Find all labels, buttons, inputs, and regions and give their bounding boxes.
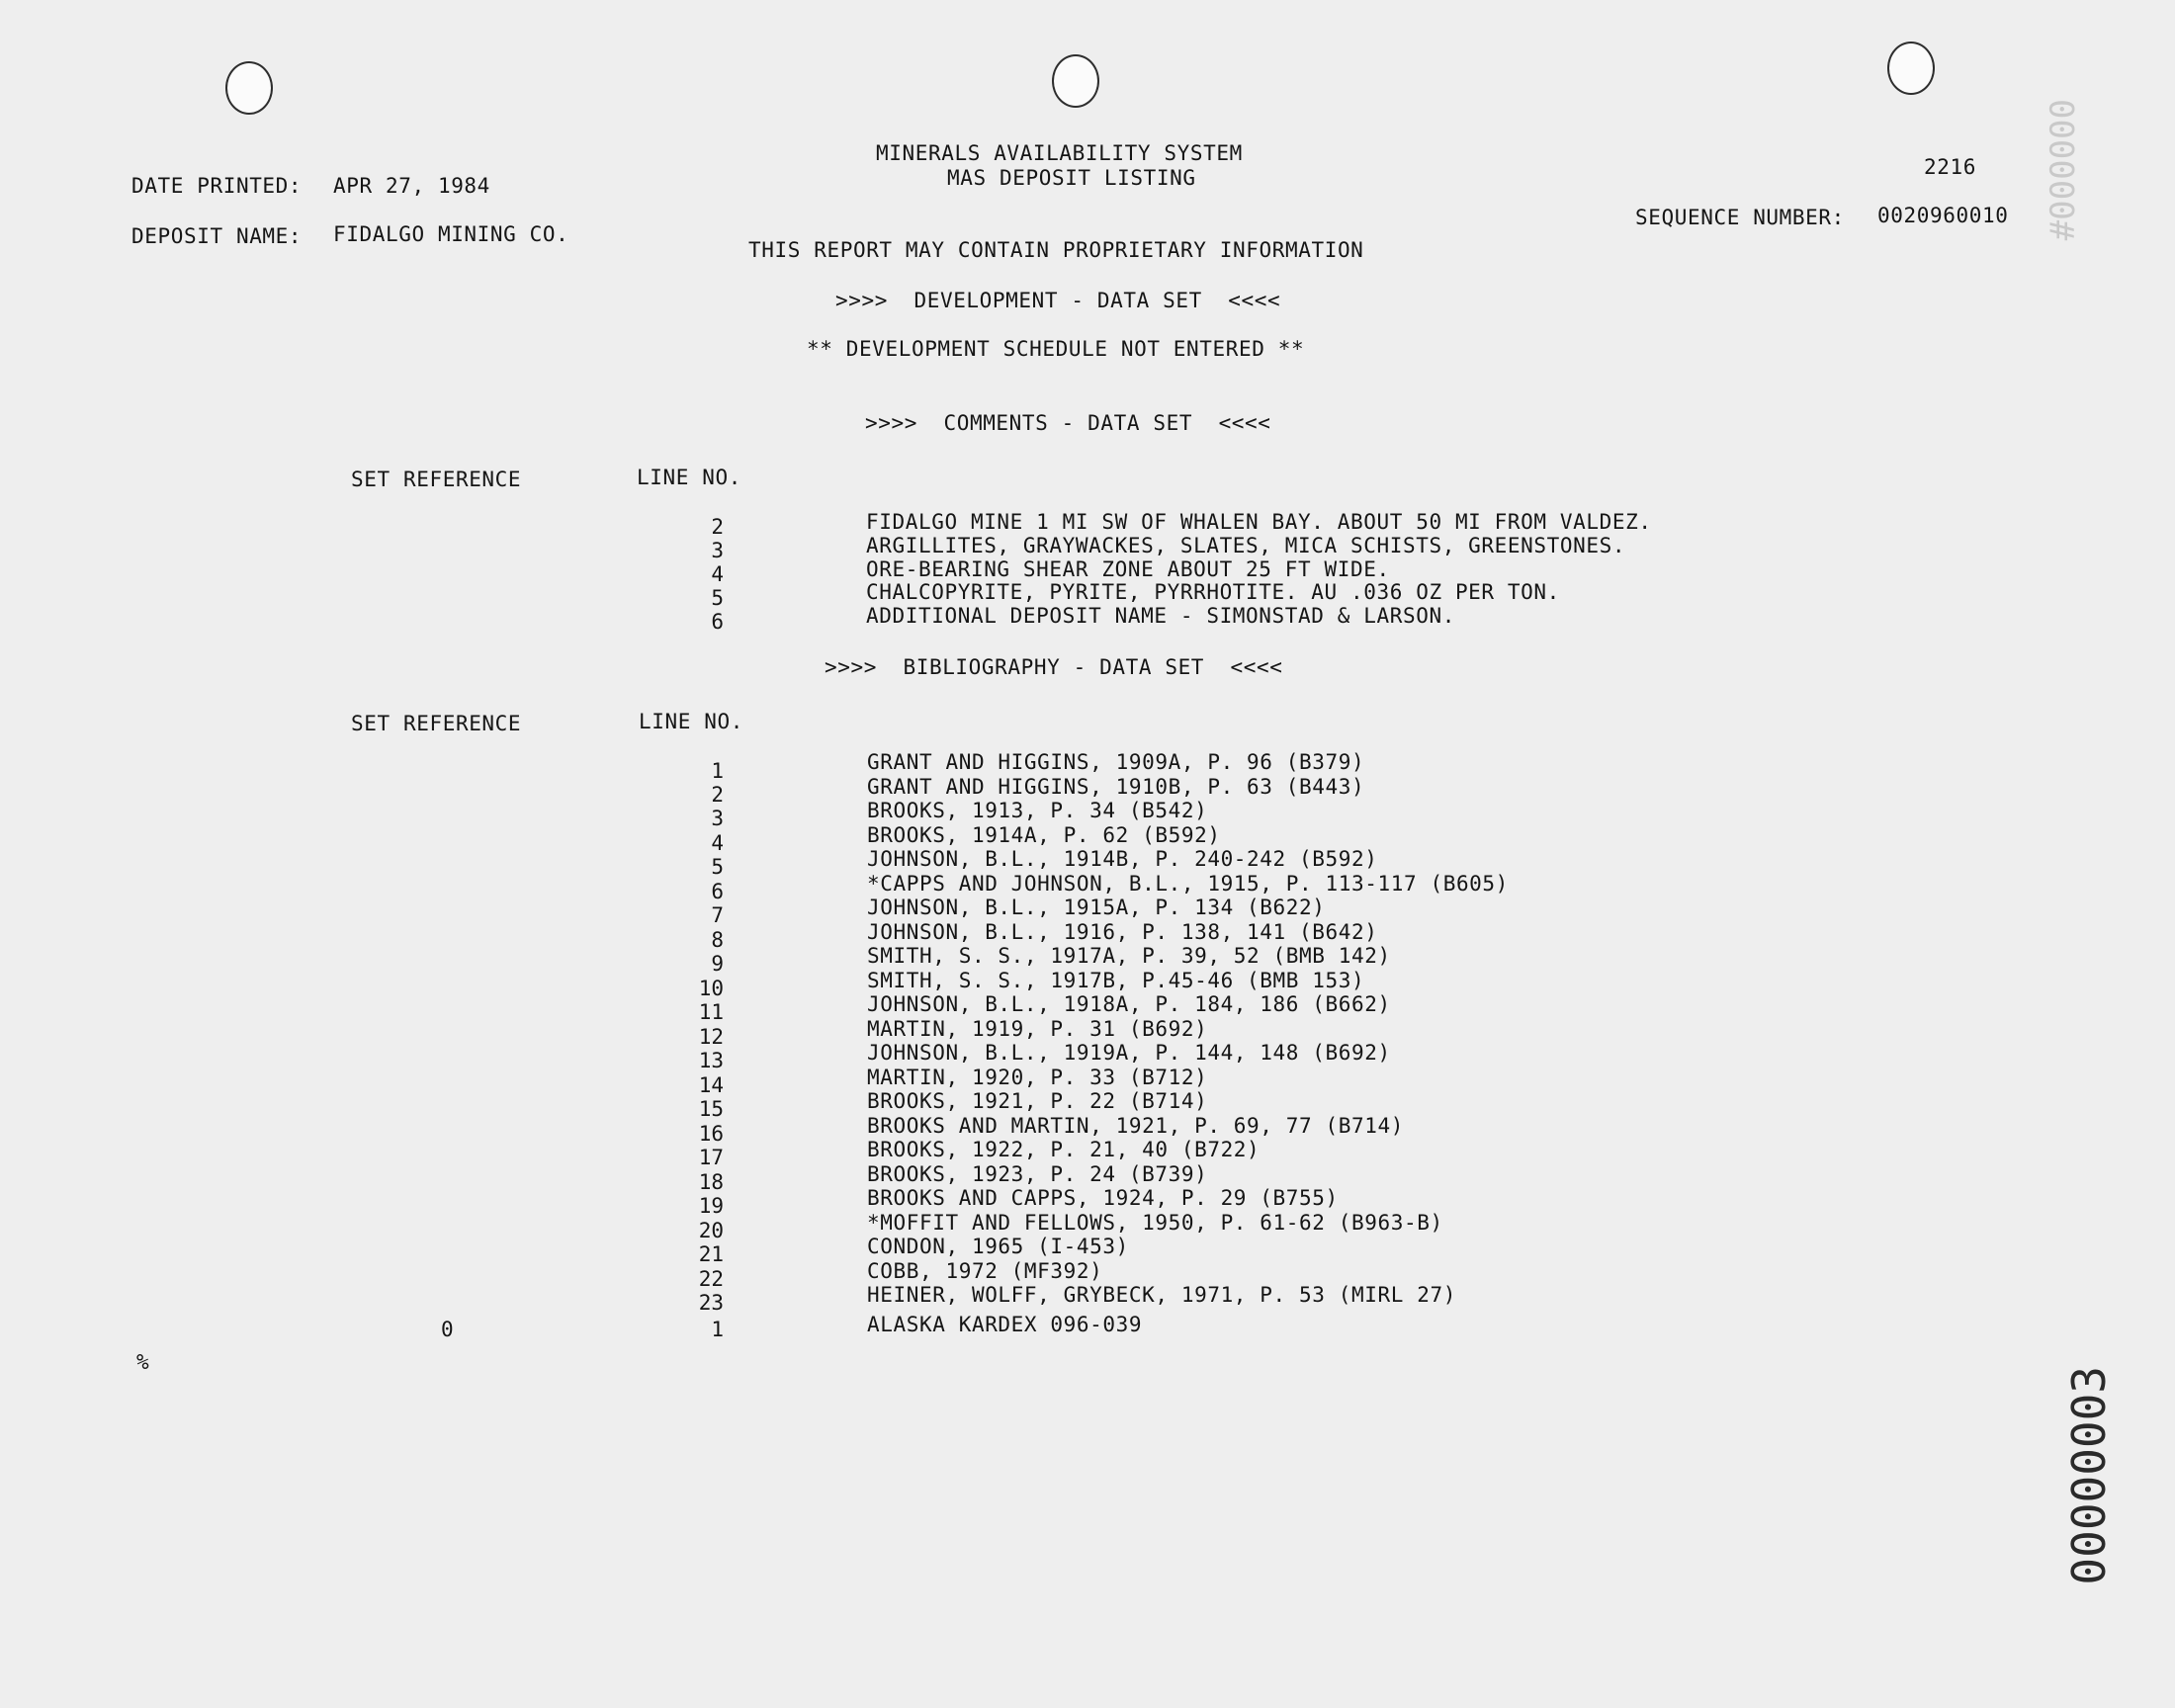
bibliography-entry: COBB, 1972 (MF392) [867, 1259, 1103, 1283]
bibliography-entry: *CAPPS AND JOHNSON, B.L., 1915, P. 113-117 (B605) [867, 872, 1509, 896]
line-number: 1 [711, 1318, 724, 1341]
line-number: 15 [698, 1097, 724, 1121]
bibliography-col-line-no: LINE NO. [639, 710, 743, 733]
line-number: 18 [698, 1170, 724, 1194]
bibliography-entry: BROOKS, 1922, P. 21, 40 (B722) [867, 1138, 1261, 1161]
bibliography-entry: CONDON, 1965 (I-453) [867, 1235, 1129, 1258]
line-number: 12 [698, 1025, 724, 1049]
frame-number-stamp: 00000003 [2062, 1366, 2116, 1585]
bibliography-entry: MARTIN, 1920, P. 33 (B712) [867, 1066, 1208, 1089]
punch-hole-right [1887, 42, 1935, 95]
bibliography-entry: HEINER, WOLFF, GRYBECK, 1971, P. 53 (MIRL 27) [867, 1283, 1456, 1307]
line-number: 1 [711, 759, 724, 783]
line-number: 19 [698, 1194, 724, 1218]
system-title: MINERALS AVAILABILITY SYSTEM [876, 141, 1243, 165]
punch-hole-left [225, 61, 273, 115]
sequence-label: SEQUENCE NUMBER: [1635, 206, 1845, 229]
bibliography-entry: SMITH, S. S., 1917B, P.45-46 (BMB 153) [867, 969, 1365, 992]
bibliography-entry: JOHNSON, B.L., 1914B, P. 240-242 (B592) [867, 847, 1378, 871]
sequence-value: 0020960010 [1877, 204, 2009, 227]
line-number: 21 [698, 1242, 724, 1266]
deposit-name-label: DEPOSIT NAME: [131, 224, 303, 248]
set-reference: 0 [441, 1318, 455, 1341]
comment-text: ARGILLITES, GRAYWACKES, SLATES, MICA SCHISTS, GREENSTONES. [866, 534, 1626, 557]
bibliography-entry: BROOKS AND MARTIN, 1921, P. 69, 77 (B714) [867, 1114, 1404, 1138]
line-number: 5 [711, 586, 724, 610]
line-number: 16 [698, 1122, 724, 1146]
comment-text: CHALCOPYRITE, PYRITE, PYRRHOTITE. AU .036 OZ PER TON. [866, 580, 1560, 604]
faint-edge-stamp: #000000 [2044, 99, 2083, 241]
bibliography-entry: GRANT AND HIGGINS, 1909A, P. 96 (B379) [867, 750, 1365, 774]
line-number: 14 [698, 1073, 724, 1097]
comment-text: FIDALGO MINE 1 MI SW OF WHALEN BAY. ABOUT 50 MI FROM VALDEZ. [866, 510, 1652, 534]
development-heading: >>>> DEVELOPMENT - DATA SET <<<< [835, 289, 1281, 312]
line-number: 17 [698, 1146, 724, 1169]
line-number: 9 [711, 952, 724, 976]
line-number: 7 [711, 903, 724, 927]
comment-text: ADDITIONAL DEPOSIT NAME - SIMONSTAD & LARSON. [866, 604, 1455, 628]
bibliography-entry: BROOKS, 1923, P. 24 (B739) [867, 1162, 1208, 1186]
line-number: 22 [698, 1267, 724, 1291]
line-number: 10 [698, 977, 724, 1000]
bibliography-entry: JOHNSON, B.L., 1919A, P. 144, 148 (B692) [867, 1041, 1391, 1065]
listing-title: MAS DEPOSIT LISTING [947, 166, 1196, 190]
development-note: ** DEVELOPMENT SCHEDULE NOT ENTERED ** [807, 337, 1305, 361]
bibliography-entry: BROOKS, 1913, P. 34 (B542) [867, 799, 1208, 822]
comment-text: ORE-BEARING SHEAR ZONE ABOUT 25 FT WIDE. [866, 557, 1390, 581]
line-number: 5 [711, 855, 724, 879]
line-number: 2 [711, 783, 724, 807]
line-number: 23 [698, 1291, 724, 1315]
bibliography-heading: >>>> BIBLIOGRAPHY - DATA SET <<<< [825, 655, 1283, 679]
line-number: 11 [698, 1000, 724, 1024]
line-number: 6 [711, 610, 724, 634]
line-number: 8 [711, 928, 724, 952]
comments-col-line-no: LINE NO. [637, 466, 741, 489]
line-number: 6 [711, 880, 724, 903]
line-number: 20 [698, 1219, 724, 1242]
bibliography-entry: GRANT AND HIGGINS, 1910B, P. 63 (B443) [867, 775, 1365, 799]
line-number: 4 [711, 562, 724, 586]
date-printed-value: APR 27, 1984 [333, 174, 490, 198]
punch-hole-center [1052, 54, 1099, 108]
comments-heading: >>>> COMMENTS - DATA SET <<<< [865, 411, 1271, 435]
line-number: 3 [711, 807, 724, 830]
percent-mark: % [136, 1350, 149, 1374]
bibliography-entry: JOHNSON, B.L., 1915A, P. 134 (B622) [867, 896, 1326, 919]
bibliography-entry: MARTIN, 1919, P. 31 (B692) [867, 1017, 1208, 1041]
date-printed-label: DATE PRINTED: [131, 174, 303, 198]
bibliography-entry: JOHNSON, B.L., 1916, P. 138, 141 (B642) [867, 920, 1378, 944]
bibliography-entry: BROOKS, 1914A, P. 62 (B592) [867, 823, 1221, 847]
comments-col-set-reference: SET REFERENCE [351, 468, 522, 491]
bibliography-entry: BROOKS AND CAPPS, 1924, P. 29 (B755) [867, 1186, 1339, 1210]
page-number: 2216 [1924, 155, 1976, 179]
line-number: 13 [698, 1049, 724, 1072]
bibliography-entry: *MOFFIT AND FELLOWS, 1950, P. 61-62 (B963-B) [867, 1211, 1443, 1235]
bibliography-entry: BROOKS, 1921, P. 22 (B714) [867, 1089, 1208, 1113]
bibliography-entry: JOHNSON, B.L., 1918A, P. 184, 186 (B662) [867, 992, 1391, 1016]
line-number: 3 [711, 539, 724, 562]
proprietary-notice: THIS REPORT MAY CONTAIN PROPRIETARY INFORMATION [748, 238, 1364, 262]
bibliography-entry: SMITH, S. S., 1917A, P. 39, 52 (BMB 142) [867, 944, 1391, 968]
bibliography-entry: ALASKA KARDEX 096-039 [867, 1313, 1143, 1336]
deposit-name-value: FIDALGO MINING CO. [333, 222, 569, 246]
line-number: 4 [711, 831, 724, 855]
line-number: 2 [711, 515, 724, 539]
bibliography-col-set-reference: SET REFERENCE [351, 712, 522, 735]
